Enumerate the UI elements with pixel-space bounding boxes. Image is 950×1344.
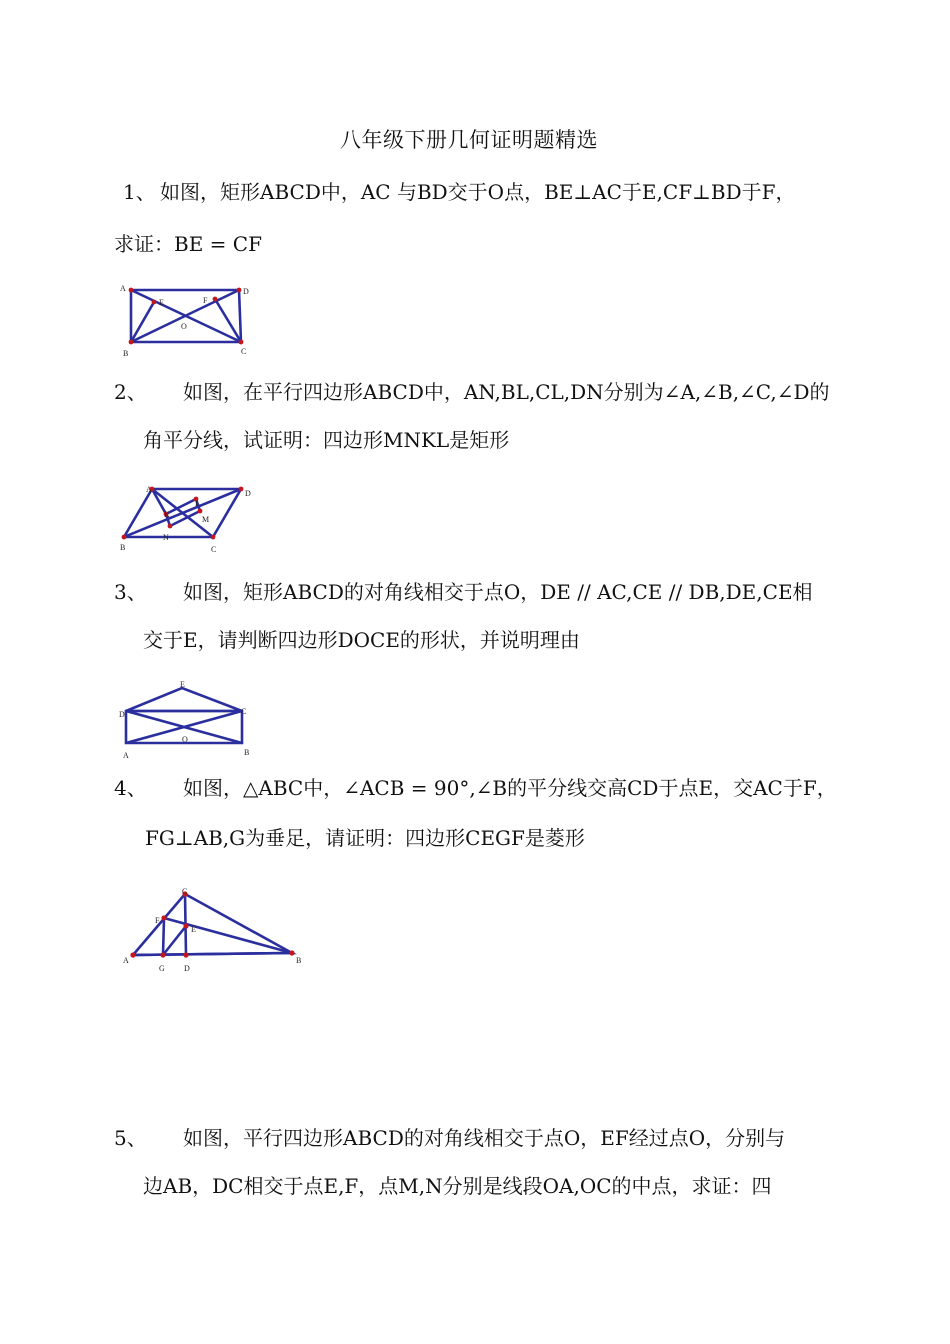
fig1-label-e: E xyxy=(159,298,164,307)
problem-2-line-2: 角平分线，试证明：四边形MNKL是矩形 xyxy=(143,428,510,452)
problem-4-figure xyxy=(115,884,315,974)
problem-5-number: 5、 xyxy=(114,1126,147,1150)
fig2-label-k: K xyxy=(164,510,170,519)
fig4-label-b: B xyxy=(296,956,302,965)
fig3-label-o: O xyxy=(182,735,188,744)
problem-5-line-1: 如图，平行四边形ABCD的对角线相交于点O，EF经过点O，分别与 xyxy=(183,1126,786,1150)
problem-3-line-1: 如图，矩形ABCD的对角线相交于点O，DE // AC,CE // DB,DE,CE相 xyxy=(183,580,813,604)
problem-1-line-1: 如图，矩形ABCD中，AC 与BD交于O点，BE⊥AC于E,CF⊥BD于F， xyxy=(160,180,796,204)
problem-1-number: 1、 xyxy=(123,180,156,204)
fig3-label-b: B xyxy=(244,748,250,757)
fig1-label-d: D xyxy=(243,287,249,296)
problem-1-line-2: 求证：BE = CF xyxy=(114,232,262,256)
fig1-label-b: B xyxy=(123,349,129,358)
fig2-label-n: N xyxy=(163,533,169,542)
problem-3-number: 3、 xyxy=(114,580,147,604)
fig4-label-d: D xyxy=(184,964,190,973)
page-title: 八年级下册几何证明题精选 xyxy=(340,128,598,152)
problem-3-figure xyxy=(115,678,265,763)
fig2-label-b: B xyxy=(120,543,126,552)
fig3-label-d: D xyxy=(119,710,125,719)
fig2-label-d: D xyxy=(245,489,251,498)
fig4-label-c: C xyxy=(182,887,188,896)
fig4-label-e: E xyxy=(191,925,196,934)
problem-4-number: 4、 xyxy=(114,776,147,800)
fig3-label-a: A xyxy=(123,751,129,760)
problem-1-figure xyxy=(115,282,265,362)
problem-2-line-1: 如图，在平行四边形ABCD中，AN,BL,CL,DN分别为∠A,∠B,∠C,∠D的 xyxy=(183,380,830,404)
fig1-label-f: F xyxy=(203,296,208,305)
problem-4-line-2: FG⊥AB,G为垂足，请证明：四边形CEGF是菱形 xyxy=(145,826,585,850)
fig2-label-c: C xyxy=(211,545,217,554)
fig3-label-c: C xyxy=(241,707,247,716)
fig1-label-o: O xyxy=(181,322,187,331)
problem-2-figure xyxy=(115,480,265,560)
fig2-label-m: M xyxy=(202,515,210,524)
problem-5-line-2: 边AB，DC相交于点E,F，点M,N分别是线段OA,OC的中点，求证：四 xyxy=(143,1174,772,1198)
fig2-label-a: A xyxy=(146,485,152,494)
problem-2-number: 2、 xyxy=(114,380,147,404)
fig4-label-f: F xyxy=(155,916,160,925)
problem-4-line-1: 如图，△ABC中，∠ACB = 90°,∠B的平分线交高CD于点E，交AC于F， xyxy=(183,776,837,800)
fig1-label-c: C xyxy=(241,347,247,356)
fig3-label-e: E xyxy=(180,680,185,689)
problem-3-line-2: 交于E，请判断四边形DOCE的形状，并说明理由 xyxy=(143,628,580,652)
fig1-label-a: A xyxy=(120,284,126,293)
fig4-label-g: G xyxy=(159,964,165,973)
fig4-label-a: A xyxy=(123,956,129,965)
fig2-label-l: L xyxy=(195,499,200,508)
